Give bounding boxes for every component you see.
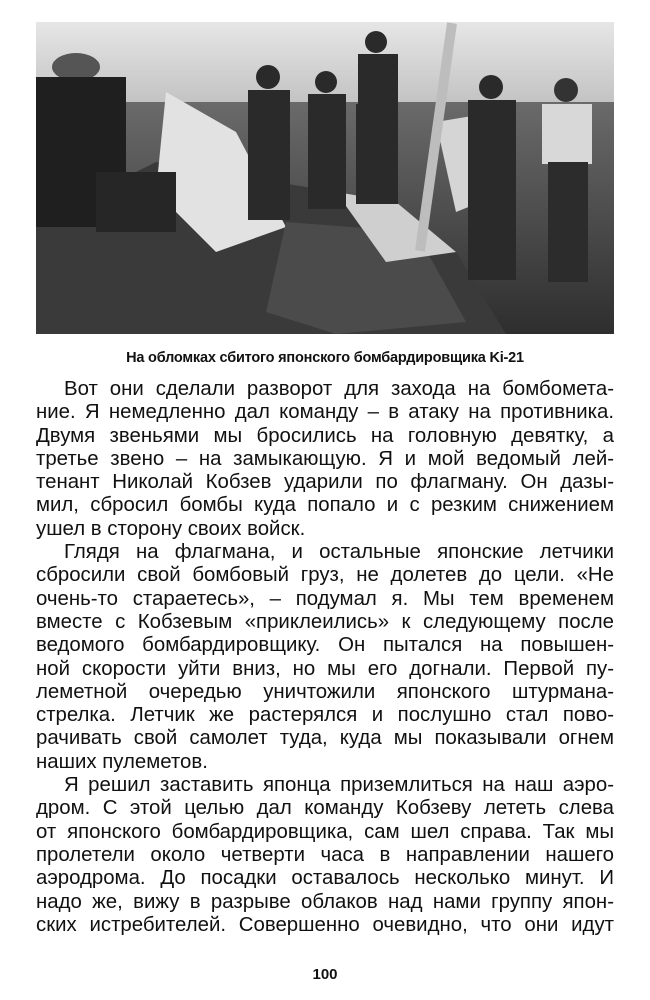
photo-caption: На обломках сбитого японского бомбардировщика Ki-21 (126, 350, 524, 366)
photograph (36, 22, 614, 334)
text-line: тенант Николай Кобзев ударили по флагману. Он дазы- (36, 471, 614, 494)
text-line: пролетели около четверти часа в направлении нашего (36, 843, 614, 866)
text-line: мил, сбросил бомбы куда попало и с резким снижением (36, 494, 614, 517)
paragraph-2 (36, 541, 614, 774)
text-line: ушел в сторону своих войск. (36, 517, 306, 540)
text-line: рачивать свой самолет туда, куда мы показывали огнем (36, 727, 614, 750)
text-line: ских истребителей. Совершенно очевидно, что они идут (36, 913, 614, 936)
text-line: дром. С этой целью дал команду Кобзеву лететь слева (36, 797, 614, 820)
text-line: Двумя звеньями мы бросились на головную девятку, а (36, 424, 614, 447)
text-line: аэродрома. До посадки оставалось несколько минут. И (36, 867, 614, 890)
text-line: Глядя на флагмана, и остальные японские летчики (64, 541, 614, 564)
text-line: леметной очередью уничтожили японского штурмана- (36, 680, 614, 703)
text-line: стрелка. Летчик же растерялся и послушно стал пово- (36, 704, 614, 727)
text-line: вместе с Кобзевым «приклеились» к следующему после (36, 610, 614, 633)
text-line: ведомого бомбардировщику. Он пытался на повышен- (36, 634, 614, 657)
text-line: надо же, вижу в разрыве облаков над нами группу япон- (36, 890, 614, 913)
text-line: очень-то стараетесь», – подумал я. Мы тем временем (36, 587, 614, 610)
photo-illustration (36, 22, 614, 334)
text-line: сбросили свой бомбовый груз, не долетев до цели. «Не (36, 564, 614, 587)
text-line: ной скорости уйти вниз, но мы его догнали. Первой пу- (36, 657, 614, 680)
article-body (36, 378, 614, 937)
text-line: наших пулеметов. (36, 750, 208, 773)
paragraph-1 (36, 378, 614, 541)
text-line: ние. Я немедленно дал команду – в атаку на противника. (36, 401, 614, 424)
text-line: третье звено – на замыкающую. Я и мой ведомый лей- (36, 447, 614, 470)
text-line: от японского бомбардировщика, сам шел справа. Так мы (36, 820, 614, 843)
text-line: Я решил заставить японца приземлиться на наш аэро- (64, 774, 614, 797)
page-number: 100 (312, 966, 338, 983)
paragraph-3 (36, 774, 614, 937)
text-line: Вот они сделали разворот для захода на бомбомета- (64, 378, 614, 400)
